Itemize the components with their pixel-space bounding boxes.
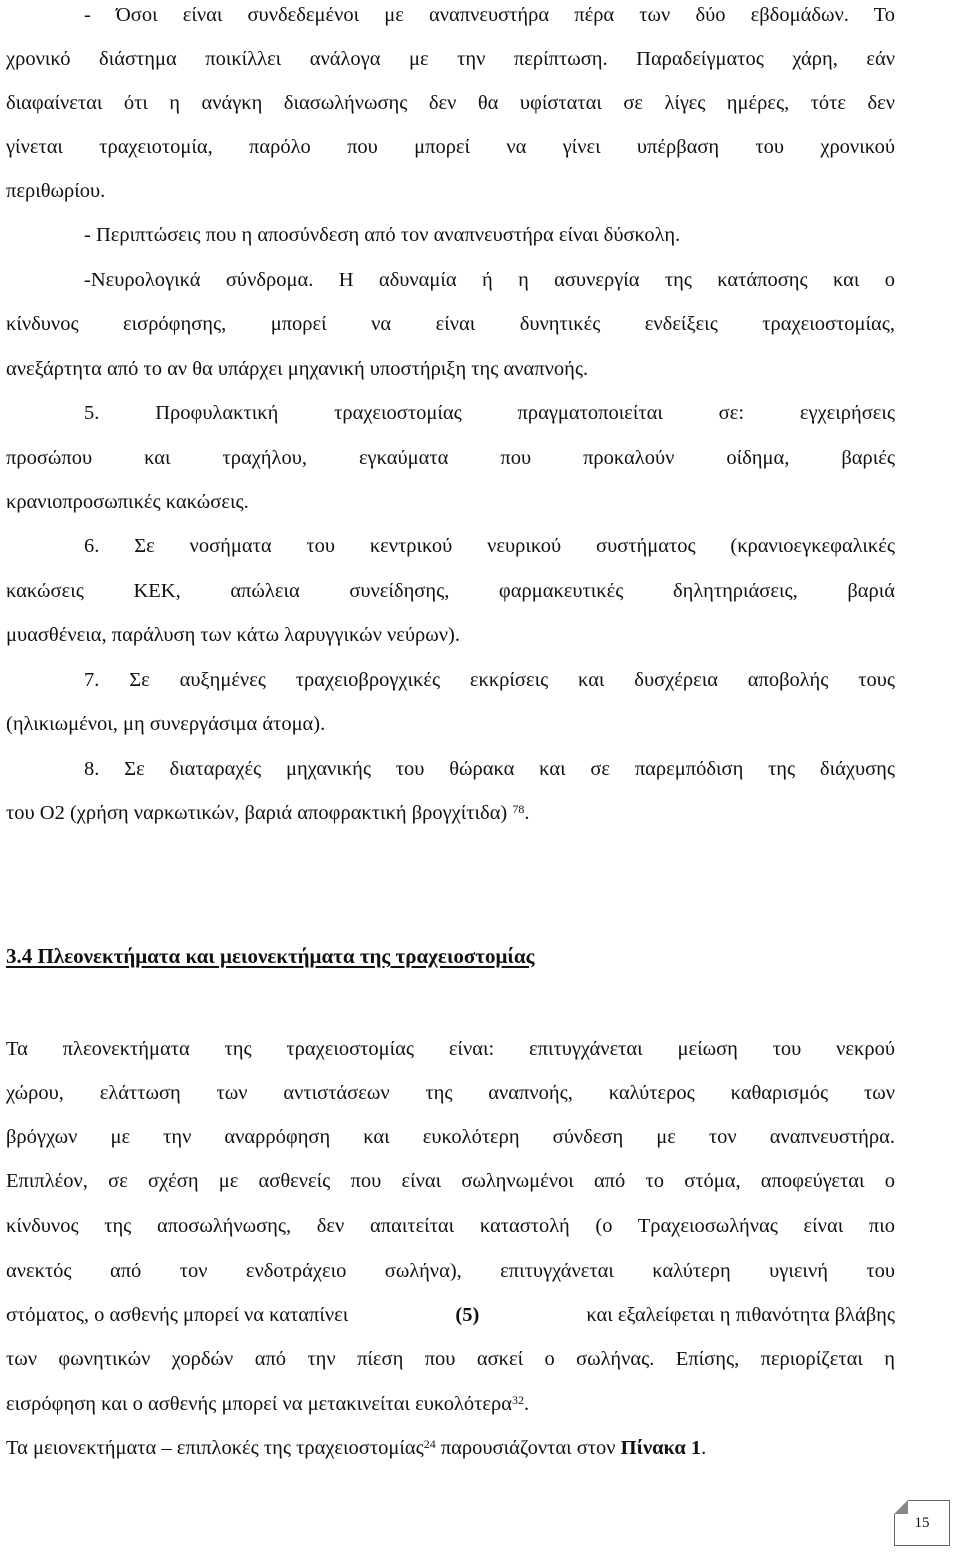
text-span: . [524, 1393, 530, 1415]
text-line: (ηλικιωμένοι, μη συνεργάσιμα άτομα). [6, 713, 326, 735]
text-span: του Ο2 (χρήση ναρκωτικών, βαριά αποφρακτική βρογχίτιδα) [6, 802, 508, 824]
text-line: 8. Σε διαταραχές μηχανικής του θώρακα και σε παρεμπόδιση της διάχυσης [84, 758, 895, 780]
text-line: περιθωρίου. [6, 180, 106, 202]
text-line: κρανιοπροσωπικές κακώσεις. [6, 491, 249, 513]
text-line: Επιπλέον, σε σχέση με ασθενείς που είναι σωληνωμένοι από το στόμα, αποφεύγεται ο [6, 1170, 895, 1192]
text-line [6, 1302, 895, 1328]
footnote-ref: 24 [423, 1437, 436, 1451]
text-line: προσώπου και τραχήλου, εγκαύματα που προκαλούν οίδημα, βαριές [6, 447, 895, 469]
table-reference: Πίνακα 1 [620, 1437, 702, 1459]
text-line [6, 1391, 895, 1417]
page-number: 15 [914, 1515, 930, 1531]
text-line: των φωνητικών χορδών από την πίεση που ασκεί ο σωλήνας. Επίσης, περιορίζεται η [6, 1348, 895, 1370]
text-line [6, 800, 895, 826]
page-number-box [894, 1500, 950, 1546]
text-span: στόματος, ο ασθενής μπορεί να καταπίνει [6, 1304, 349, 1326]
text-line: βρόγχων με την αναρρόφηση και ευκολότερη σύνδεση με τον αναπνευστήρα. [6, 1126, 895, 1148]
citation-bold: (5) [455, 1304, 480, 1326]
text-span: . [524, 802, 530, 824]
text-line: -Νευρολογικά σύνδρομα. Η αδυναμία ή η ασυνεργία της κατάποσης και ο [84, 269, 895, 291]
section-heading: 3.4 Πλεονεκτήματα και μειονεκτήματα της τραχειοστομίας [6, 944, 535, 968]
text-line: ανεκτός από τον ενδοτράχειο σωλήνα), επιτυγχάνεται καλύτερη υγιεινή του [6, 1260, 895, 1282]
text-span: . [701, 1437, 707, 1459]
text-line: 6. Σε νοσήματα του κεντρικού νευρικού συστήματος (κρανιοεγκεφαλικές [84, 535, 895, 557]
text-span: και εξαλείφεται η πιθανότητα βλάβης [586, 1304, 895, 1326]
text-line: 7. Σε αυξημένες τραχειοβρογχικές εκκρίσεις και δυσχέρεια αποβολής τους [84, 669, 895, 691]
text-line: γίνεται τραχειοτομία, παρόλο που μπορεί να γίνει υπέρβαση του χρονικού [6, 136, 895, 158]
text-line: Τα πλεονεκτήματα της τραχειοστομίας είναι: επιτυγχάνεται μείωση του νεκρού [6, 1038, 895, 1060]
text-line: - Περιπτώσεις που η αποσύνδεση από τον αναπνευστήρα είναι δύσκολη. [84, 224, 681, 246]
text-line: 5. Προφυλακτική τραχειοστομίας πραγματοποιείται σε: εγχειρήσεις [84, 402, 895, 424]
text-span: παρουσιάζονται στον [435, 1437, 621, 1459]
text-line [6, 1435, 895, 1461]
text-line: κίνδυνος της αποσωλήνωσης, δεν απαιτείται καταστολή (ο Τραχειοσωλήνας είναι πιο [6, 1215, 895, 1237]
text-span: Τα μειονεκτήματα – επιπλοκές της τραχειοστομίας [6, 1437, 424, 1459]
text-line: διαφαίνεται ότι η ανάγκη διασωλήνωσης δεν θα υφίσταται σε λίγες ημέρες, τότε δεν [6, 92, 895, 114]
text-line: χώρου, ελάττωση των αντιστάσεων της αναπνοής, καλύτερος καθαρισμός των [6, 1082, 895, 1104]
text-line: χρονικό διάστημα ποικίλλει ανάλογα με την περίπτωση. Παραδείγματος χάρη, εάν [6, 48, 895, 70]
page-fold-icon [894, 1500, 908, 1514]
footnote-ref: 78 [512, 802, 525, 816]
text-line: μυασθένεια, παράλυση των κάτω λαρυγγικών νεύρων). [6, 624, 460, 646]
footnote-ref: 32 [512, 1393, 524, 1407]
text-line: κίνδυνος εισρόφησης, μπορεί να είναι δυνητικές ενδείξεις τραχειοστομίας, [6, 313, 895, 335]
text-line: ανεξάρτητα από το αν θα υπάρχει μηχανική υποστήριξη της αναπνοής. [6, 358, 589, 380]
text-line: κακώσεις ΚΕΚ, απώλεια συνείδησης, φαρμακευτικές δηλητηριάσεις, βαριά [6, 580, 895, 602]
text-span: εισρόφηση και ο ασθενής μπορεί να μετακινείται ευκολότερα [6, 1393, 512, 1415]
text-line: - Όσοι είναι συνδεδεμένοι με αναπνευστήρα πέρα των δύο εβδομάδων. Το [84, 4, 895, 26]
